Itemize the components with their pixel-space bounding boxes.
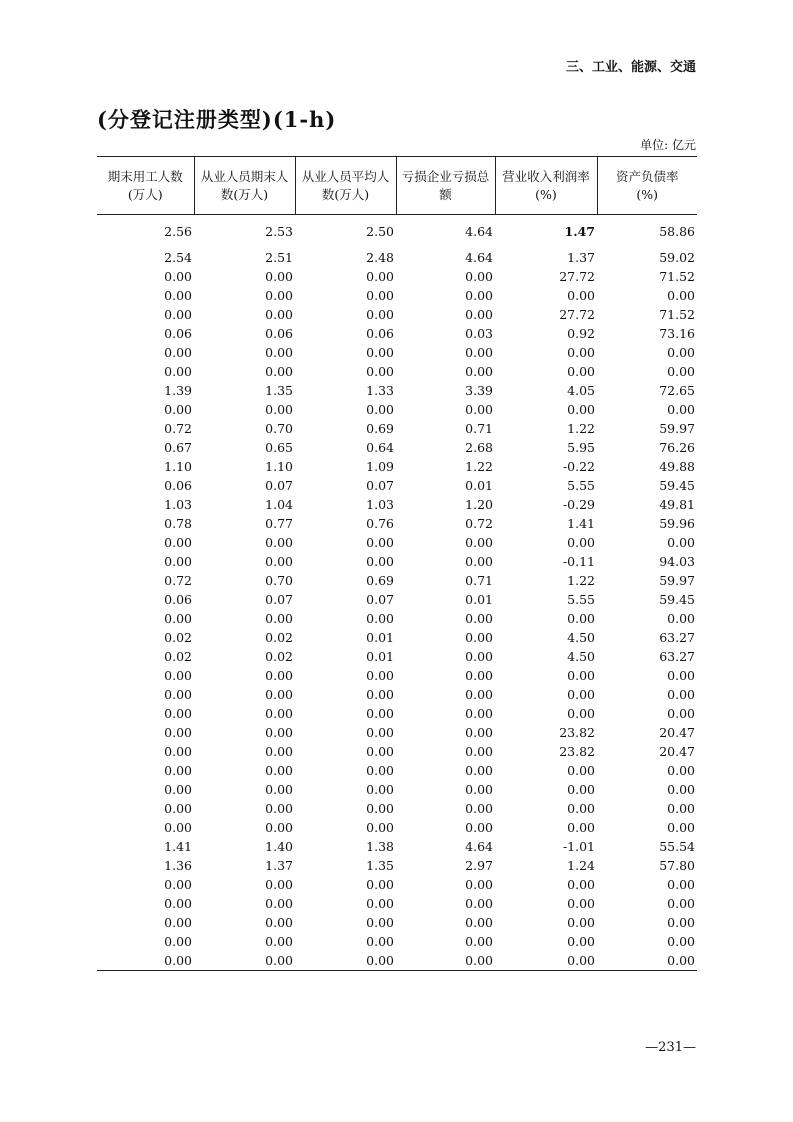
table-row xyxy=(97,419,697,438)
table-cell: 0.64 xyxy=(366,440,394,455)
table-cell: 0.06 xyxy=(164,478,192,493)
table-cell: 1.35 xyxy=(366,858,394,873)
table-row xyxy=(97,241,697,267)
table-cell: 0.00 xyxy=(265,554,293,569)
table-cell: 0.00 xyxy=(265,269,293,284)
table-cell: 0.00 xyxy=(667,934,695,949)
table-cell: 0.00 xyxy=(567,763,595,778)
table-cell: 0.00 xyxy=(366,687,394,702)
table-cell: 0.00 xyxy=(465,687,493,702)
table-cell: 1.41 xyxy=(567,516,595,531)
table-row xyxy=(97,932,697,951)
table-cell: 0.00 xyxy=(97,951,194,971)
column-header xyxy=(295,157,396,215)
table-cell: 0.00 xyxy=(667,706,695,721)
table-cell: 0.00 xyxy=(265,763,293,778)
table-cell: 0.00 xyxy=(265,744,293,759)
table-cell: 73.16 xyxy=(659,326,695,341)
table-cell: 0.70 xyxy=(265,421,293,436)
table-row xyxy=(97,704,697,723)
table-cell: 0.00 xyxy=(567,820,595,835)
table-row xyxy=(97,723,697,742)
table-cell: 0.00 xyxy=(667,763,695,778)
table-cell: 0.06 xyxy=(164,326,192,341)
table-cell: 0.01 xyxy=(465,592,493,607)
table-cell: 0.00 xyxy=(567,668,595,683)
table-cell: 0.02 xyxy=(164,630,192,645)
column-header xyxy=(396,157,495,215)
table-cell: 0.00 xyxy=(265,801,293,816)
table-cell: 27.72 xyxy=(559,269,595,284)
table-cell: 59.97 xyxy=(659,421,695,436)
table-cell: 0.00 xyxy=(396,951,495,971)
table-cell: 0.00 xyxy=(465,896,493,911)
table-cell: 0.00 xyxy=(164,801,192,816)
table-cell: 3.39 xyxy=(465,383,493,398)
table-cell: 0.00 xyxy=(465,668,493,683)
table-cell: 49.81 xyxy=(659,497,695,512)
table-cell: 27.72 xyxy=(559,307,595,322)
table-cell: 0.00 xyxy=(597,951,697,971)
table-cell: 0.00 xyxy=(164,345,192,360)
table-cell: 0.00 xyxy=(366,896,394,911)
table-cell: 0.06 xyxy=(265,326,293,341)
section-heading: 三、工业、能源、交通 xyxy=(565,60,696,75)
table-row xyxy=(97,666,697,685)
table-cell: 0.00 xyxy=(667,687,695,702)
table-cell: 0.01 xyxy=(465,478,493,493)
table-cell: 0.00 xyxy=(465,801,493,816)
table-row xyxy=(97,590,697,609)
table-cell: 0.71 xyxy=(465,573,493,588)
table-cell: 1.03 xyxy=(164,497,192,512)
table-cell: 0.00 xyxy=(164,535,192,550)
table-cell: 20.47 xyxy=(659,744,695,759)
table-cell: 0.71 xyxy=(465,421,493,436)
table-cell: 1.04 xyxy=(265,497,293,512)
table-cell: 0.07 xyxy=(366,592,394,607)
table-row xyxy=(97,685,697,704)
table-cell: 55.54 xyxy=(659,839,695,854)
table-cell: 0.00 xyxy=(164,611,192,626)
table-cell: 0.00 xyxy=(567,402,595,417)
page-title: (分登记注册类型)(1-h) xyxy=(97,107,337,132)
table-cell: 0.00 xyxy=(465,364,493,379)
table-cell: 0.00 xyxy=(164,269,192,284)
table-cell: 0.00 xyxy=(265,345,293,360)
table-cell: 0.00 xyxy=(164,934,192,949)
table-cell: 63.27 xyxy=(659,649,695,664)
table-cell: 0.00 xyxy=(366,934,394,949)
table-cell: 2.97 xyxy=(465,858,493,873)
table-cell: 0.00 xyxy=(366,554,394,569)
table-cell: 1.36 xyxy=(164,858,192,873)
column-header-line: 亏损企业亏损总 xyxy=(401,168,490,184)
table-row xyxy=(97,514,697,533)
table-cell: 0.00 xyxy=(465,934,493,949)
table-row xyxy=(97,894,697,913)
table-cell: 0.00 xyxy=(265,706,293,721)
table-cell: 0.00 xyxy=(465,763,493,778)
table-cell: 2.50 xyxy=(366,224,394,239)
table-cell: 0.00 xyxy=(567,915,595,930)
table-cell: 0.92 xyxy=(567,326,595,341)
table-cell: 0.00 xyxy=(164,307,192,322)
table-cell: 0.00 xyxy=(265,668,293,683)
table-cell: 1.22 xyxy=(465,459,493,474)
table-cell: 0.00 xyxy=(265,820,293,835)
table-cell: 2.56 xyxy=(164,224,192,239)
table-cell: 0.00 xyxy=(567,782,595,797)
unit-label: 单位: 亿元 xyxy=(640,138,696,152)
table-cell: 4.50 xyxy=(567,649,595,664)
table-cell: 0.00 xyxy=(465,402,493,417)
table-cell: 0.00 xyxy=(194,951,295,971)
table-row xyxy=(97,476,697,495)
table-row xyxy=(97,913,697,932)
table-cell: 0.00 xyxy=(265,934,293,949)
table-cell: 1.37 xyxy=(567,250,595,265)
table-cell: 0.00 xyxy=(164,915,192,930)
table-cell: 1.39 xyxy=(164,383,192,398)
table-cell: 0.00 xyxy=(164,744,192,759)
table-cell: 0.00 xyxy=(164,288,192,303)
table-cell: 0.00 xyxy=(295,951,396,971)
table-cell: 71.52 xyxy=(659,269,695,284)
table-cell: 0.07 xyxy=(265,478,293,493)
table-cell: 0.00 xyxy=(366,915,394,930)
table-cell: 1.41 xyxy=(164,839,192,854)
table-cell: 0.00 xyxy=(265,402,293,417)
table-cell: 0.00 xyxy=(265,611,293,626)
table-cell: 1.10 xyxy=(164,459,192,474)
table-cell: 0.02 xyxy=(265,630,293,645)
column-header xyxy=(597,157,697,215)
column-header-line: 营业收入利润率 xyxy=(502,168,590,184)
table-cell: 0.00 xyxy=(164,763,192,778)
column-header-line: 期末用工人数 xyxy=(107,168,183,184)
table-cell: 0.07 xyxy=(366,478,394,493)
table-cell: 0.00 xyxy=(265,364,293,379)
table-row xyxy=(97,571,697,590)
table-cell: 0.00 xyxy=(265,725,293,740)
table-cell: 0.00 xyxy=(164,877,192,892)
table-row xyxy=(97,818,697,837)
table-cell: 4.64 xyxy=(465,839,493,854)
table-cell: 0.02 xyxy=(265,649,293,664)
column-header-line: (%) xyxy=(535,186,557,202)
table-cell: 0.02 xyxy=(164,649,192,664)
table-cell: 0.72 xyxy=(164,421,192,436)
table-cell: 59.02 xyxy=(659,250,695,265)
table-cell: 0.00 xyxy=(366,725,394,740)
table-cell: 0.00 xyxy=(567,535,595,550)
table-cell: 0.00 xyxy=(465,611,493,626)
table-row xyxy=(97,438,697,457)
table-cell: 1.47 xyxy=(564,224,595,239)
table-cell: 76.26 xyxy=(659,440,695,455)
table-cell: 0.00 xyxy=(265,307,293,322)
table-cell: 0.00 xyxy=(465,725,493,740)
table-cell: 0.00 xyxy=(265,687,293,702)
table-row xyxy=(97,267,697,286)
table-cell: 0.00 xyxy=(567,934,595,949)
table-row xyxy=(97,495,697,514)
column-header-line: 数(万人) xyxy=(321,186,370,202)
table-cell: 23.82 xyxy=(559,744,595,759)
table-cell: 0.00 xyxy=(164,820,192,835)
column-header-line: 数(万人) xyxy=(220,186,269,202)
column-header-line: 资产负债率 xyxy=(615,168,679,184)
table-row xyxy=(97,552,697,571)
table-cell: 1.40 xyxy=(265,839,293,854)
table-cell: 0.00 xyxy=(667,820,695,835)
table-cell: 0.00 xyxy=(567,801,595,816)
table-cell: 0.69 xyxy=(366,573,394,588)
table-cell: 0.00 xyxy=(164,706,192,721)
table-cell: 0.06 xyxy=(366,326,394,341)
table-row xyxy=(97,647,697,666)
table-row xyxy=(97,742,697,761)
table-row xyxy=(97,381,697,400)
column-header-line: (%) xyxy=(636,186,659,202)
table-cell: 0.00 xyxy=(366,668,394,683)
column-header-line: 从业人员平均人 xyxy=(301,168,390,184)
table-cell: 0.00 xyxy=(567,345,595,360)
table-cell: 0.01 xyxy=(366,649,394,664)
table-cell: 0.00 xyxy=(465,649,493,664)
table-cell: 1.37 xyxy=(265,858,293,873)
table-cell: 0.00 xyxy=(366,782,394,797)
table-cell: 0.00 xyxy=(667,668,695,683)
table-row xyxy=(97,324,697,343)
table-cell: 5.55 xyxy=(567,478,595,493)
table-cell: 0.00 xyxy=(567,896,595,911)
table-cell: 0.00 xyxy=(465,535,493,550)
table-cell: 0.77 xyxy=(265,516,293,531)
table-cell: 72.65 xyxy=(659,383,695,398)
table-cell: 2.53 xyxy=(265,224,293,239)
table-cell: 0.00 xyxy=(366,820,394,835)
table-cell: 0.00 xyxy=(567,364,595,379)
table-cell: 1.38 xyxy=(366,839,394,854)
table-cell: 0.00 xyxy=(465,307,493,322)
table-row xyxy=(97,400,697,419)
table-cell: 0.00 xyxy=(495,951,597,971)
table-header-row xyxy=(97,157,697,215)
table-cell: 0.78 xyxy=(164,516,192,531)
table-cell: 4.05 xyxy=(567,383,595,398)
table-cell: 71.52 xyxy=(659,307,695,322)
table-cell: 0.00 xyxy=(667,782,695,797)
table-cell: 0.00 xyxy=(667,801,695,816)
table-cell: 0.70 xyxy=(265,573,293,588)
table-cell: 2.51 xyxy=(265,250,293,265)
table-cell: 0.07 xyxy=(265,592,293,607)
table-cell: 0.00 xyxy=(164,402,192,417)
table-cell: 0.00 xyxy=(667,402,695,417)
table-cell: 0.01 xyxy=(366,630,394,645)
table-cell: 5.95 xyxy=(567,440,595,455)
table-cell: 0.00 xyxy=(366,269,394,284)
table-row xyxy=(97,286,697,305)
table-cell: 0.00 xyxy=(465,269,493,284)
table-cell: -1.01 xyxy=(562,839,595,854)
table-cell: 0.00 xyxy=(667,364,695,379)
table-cell: 0.00 xyxy=(567,706,595,721)
table-cell: 0.00 xyxy=(667,345,695,360)
table-cell: 0.00 xyxy=(366,744,394,759)
table-cell: 4.64 xyxy=(465,250,493,265)
table-cell: 0.00 xyxy=(164,725,192,740)
data-table xyxy=(97,156,697,971)
table-cell: 0.00 xyxy=(465,706,493,721)
table-cell: 0.00 xyxy=(265,877,293,892)
table-cell: 1.22 xyxy=(567,573,595,588)
table-cell: 0.00 xyxy=(366,364,394,379)
table-row xyxy=(97,951,697,971)
table-cell: 0.67 xyxy=(164,440,192,455)
table-cell: 2.54 xyxy=(164,250,192,265)
table-cell: 59.96 xyxy=(659,516,695,531)
table-cell: 0.00 xyxy=(366,288,394,303)
table-cell: 0.00 xyxy=(164,782,192,797)
table-cell: 23.82 xyxy=(559,725,595,740)
table-cell: 0.00 xyxy=(366,307,394,322)
table-cell: 4.50 xyxy=(567,630,595,645)
table-cell: 1.20 xyxy=(465,497,493,512)
table-cell: 0.00 xyxy=(465,782,493,797)
table-cell: -0.22 xyxy=(562,459,595,474)
table-cell: 1.24 xyxy=(567,858,595,873)
table-cell: 0.00 xyxy=(465,554,493,569)
table-row xyxy=(97,875,697,894)
table-cell: 94.03 xyxy=(659,554,695,569)
table-row xyxy=(97,533,697,552)
table-cell: 1.33 xyxy=(366,383,394,398)
table-cell: 0.00 xyxy=(667,896,695,911)
table-cell: 0.00 xyxy=(164,687,192,702)
table-cell: 59.45 xyxy=(659,592,695,607)
column-header-line: 额 xyxy=(439,186,452,202)
table-cell: 0.00 xyxy=(265,535,293,550)
table-cell: 4.64 xyxy=(465,224,493,239)
table-cell: 20.47 xyxy=(659,725,695,740)
table-cell: 0.69 xyxy=(366,421,394,436)
table-cell: -0.29 xyxy=(562,497,595,512)
table-cell: 0.00 xyxy=(265,288,293,303)
table-cell: 57.80 xyxy=(659,858,695,873)
table-cell: 58.86 xyxy=(659,224,695,239)
table-body xyxy=(97,215,697,971)
table-cell: 0.00 xyxy=(164,896,192,911)
table-row xyxy=(97,761,697,780)
table-cell: 0.00 xyxy=(465,288,493,303)
table-row xyxy=(97,457,697,476)
table-cell: 0.00 xyxy=(366,877,394,892)
column-header-line: (万人) xyxy=(127,186,163,202)
table-cell: 0.00 xyxy=(465,630,493,645)
table-cell: 59.97 xyxy=(659,573,695,588)
column-header xyxy=(194,157,295,215)
table-cell: 1.09 xyxy=(366,459,394,474)
table-cell: 0.72 xyxy=(164,573,192,588)
table-cell: 1.22 xyxy=(567,421,595,436)
table-cell: 0.00 xyxy=(164,554,192,569)
table-cell: 1.03 xyxy=(366,497,394,512)
table-cell: 59.45 xyxy=(659,478,695,493)
table-cell: 0.00 xyxy=(366,763,394,778)
table-row xyxy=(97,343,697,362)
column-header xyxy=(495,157,597,215)
table-cell: 0.00 xyxy=(265,915,293,930)
table-cell: 0.00 xyxy=(366,706,394,721)
table-cell: 0.00 xyxy=(164,668,192,683)
table-cell: 2.68 xyxy=(465,440,493,455)
table-cell: 63.27 xyxy=(659,630,695,645)
table-cell: 0.00 xyxy=(465,915,493,930)
table-cell: -0.11 xyxy=(562,554,595,569)
table-cell: 0.00 xyxy=(667,611,695,626)
table-row xyxy=(97,609,697,628)
table-cell: 0.00 xyxy=(366,801,394,816)
table-cell: 0.00 xyxy=(567,611,595,626)
table-cell: 0.00 xyxy=(667,288,695,303)
table-cell: 1.10 xyxy=(265,459,293,474)
table-cell: 0.76 xyxy=(366,516,394,531)
table-cell: 2.48 xyxy=(366,250,394,265)
table-cell: 0.00 xyxy=(265,896,293,911)
table-row xyxy=(97,362,697,381)
table-cell: 0.00 xyxy=(465,345,493,360)
table-row xyxy=(97,837,697,856)
table-row xyxy=(97,780,697,799)
table-cell: 49.88 xyxy=(659,459,695,474)
table-cell: 1.35 xyxy=(265,383,293,398)
table-cell: 0.00 xyxy=(465,877,493,892)
table-cell: 0.72 xyxy=(465,516,493,531)
table-row xyxy=(97,215,697,242)
table-cell: 0.00 xyxy=(366,402,394,417)
table-cell: 0.00 xyxy=(465,744,493,759)
table-cell: 0.00 xyxy=(567,877,595,892)
table-row xyxy=(97,305,697,324)
column-header xyxy=(97,157,194,215)
table-cell: 0.00 xyxy=(667,877,695,892)
table-cell: 0.00 xyxy=(567,687,595,702)
column-header-line: 从业人员期末人 xyxy=(200,168,289,184)
table-row xyxy=(97,799,697,818)
table-cell: 0.00 xyxy=(667,535,695,550)
table-cell: 0.06 xyxy=(164,592,192,607)
table-cell: 0.03 xyxy=(465,326,493,341)
table-cell: 0.00 xyxy=(164,364,192,379)
table-cell: 0.00 xyxy=(265,782,293,797)
table-cell: 0.00 xyxy=(465,820,493,835)
page-number: —231— xyxy=(645,1040,696,1055)
table-cell: 0.00 xyxy=(667,915,695,930)
table-cell: 0.00 xyxy=(567,288,595,303)
table-row xyxy=(97,856,697,875)
table-cell: 0.00 xyxy=(366,611,394,626)
table-row xyxy=(97,628,697,647)
table-cell: 5.55 xyxy=(567,592,595,607)
table-cell: 0.00 xyxy=(366,345,394,360)
table-cell: 0.00 xyxy=(366,535,394,550)
table-cell: 0.65 xyxy=(265,440,293,455)
